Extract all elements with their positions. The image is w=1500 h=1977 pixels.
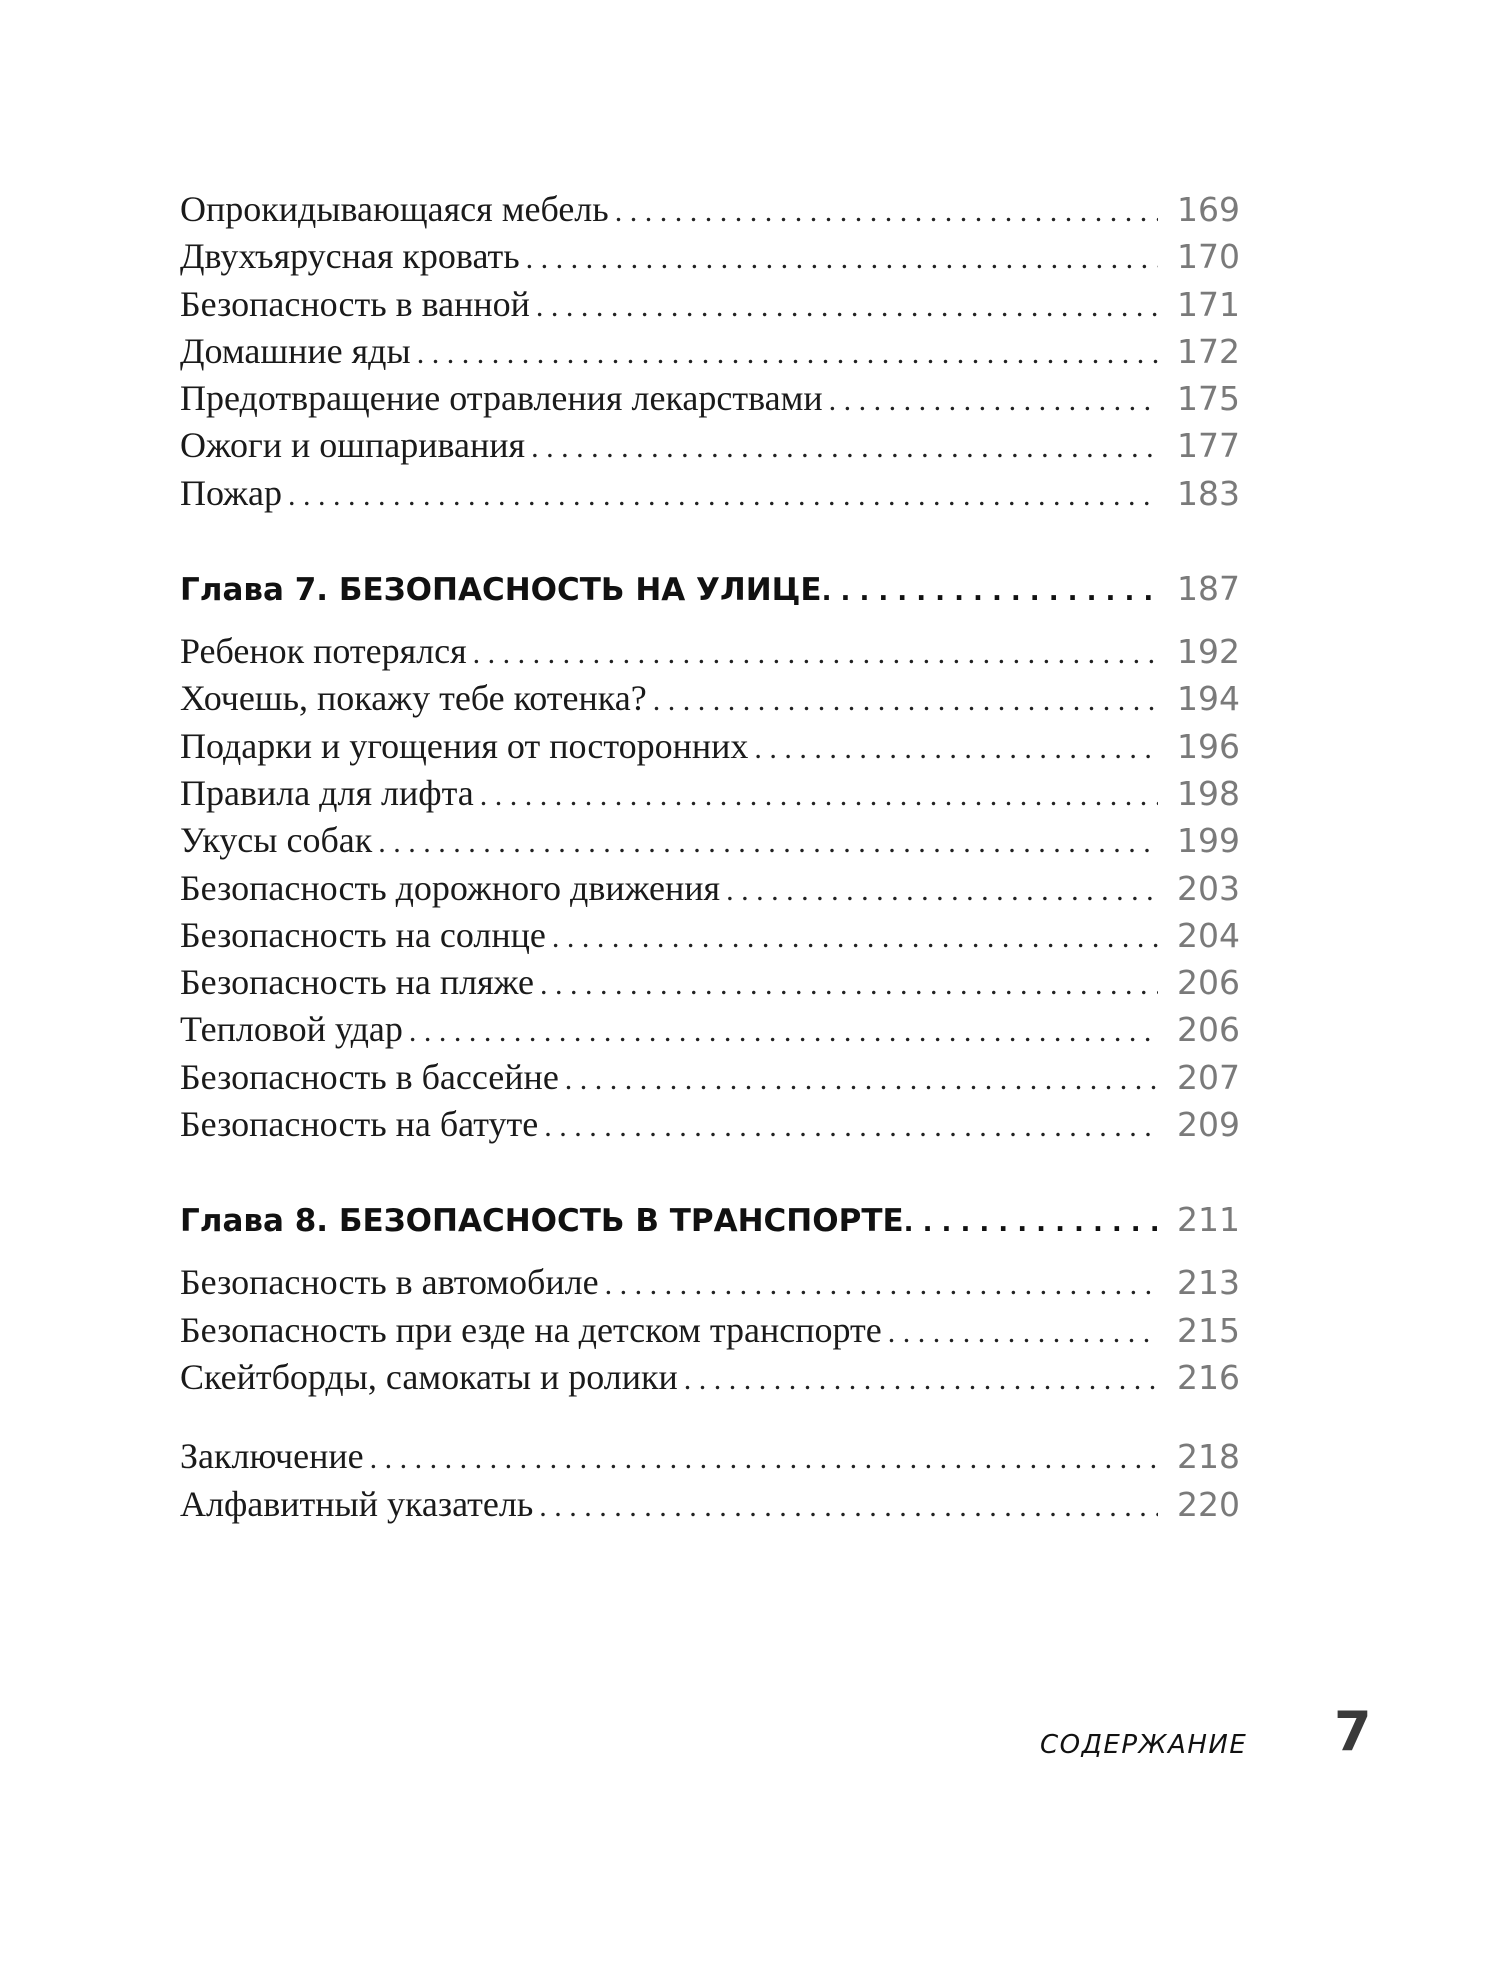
toc-entry-title: Безопасность на пляже [180, 962, 535, 1003]
toc-entry-page: 175 [1177, 379, 1240, 419]
toc-chapter-7[interactable] [180, 564, 1240, 614]
toc-entry[interactable] [180, 233, 1240, 280]
dot-leader [540, 961, 1158, 1008]
toc-entry[interactable] [180, 865, 1240, 912]
toc-entry[interactable] [180, 1259, 1240, 1306]
toc-entry-page: 196 [1177, 726, 1240, 766]
toc-entry-page: 209 [1177, 1105, 1240, 1145]
dot-leader [726, 867, 1158, 914]
spacer [180, 1148, 1240, 1195]
table-of-contents [180, 186, 1240, 1528]
dot-leader [409, 1008, 1158, 1055]
toc-entry-page: 203 [1177, 868, 1240, 908]
toc-entry[interactable] [180, 770, 1240, 817]
toc-group-2 [180, 628, 1240, 1148]
dot-leader [888, 1309, 1158, 1356]
toc-entry-page: 216 [1177, 1357, 1240, 1397]
toc-entry-title: Безопасность дорожного движения [180, 867, 721, 908]
dot-leader [822, 567, 1158, 617]
toc-entry[interactable] [180, 1481, 1240, 1528]
toc-entry-title: Безопасность в автомобиле [180, 1262, 599, 1303]
toc-entry[interactable] [180, 470, 1240, 517]
chapter-title: Глава 8. БЕЗОПАСНОСТЬ В ТРАНСПОРТЕ [180, 1203, 904, 1240]
toc-entry-page: 204 [1177, 915, 1240, 955]
dot-leader [531, 424, 1158, 471]
toc-entry-page: 194 [1177, 679, 1240, 719]
toc-chapter-8[interactable] [180, 1195, 1240, 1245]
toc-entry-page: 169 [1177, 190, 1240, 229]
toc-entry-title: Заключение [180, 1436, 364, 1477]
dot-leader [539, 1483, 1158, 1530]
dot-leader [565, 1056, 1158, 1103]
toc-entry-page: 183 [1177, 473, 1240, 513]
toc-entry-title: Укусы собак [180, 820, 373, 861]
chapter-title: Глава 7. БЕЗОПАСНОСТЬ НА УЛИЦЕ [180, 572, 822, 609]
dot-leader [378, 819, 1158, 866]
page-number: 7 [1334, 1700, 1372, 1763]
dot-leader [552, 914, 1158, 961]
chapter-page: 187 [1177, 569, 1240, 609]
toc-entry[interactable] [180, 1354, 1240, 1401]
toc-entry-title: Безопасность в бассейне [180, 1056, 559, 1097]
toc-entry[interactable] [180, 1433, 1240, 1480]
dot-leader [288, 472, 1158, 519]
toc-entry-page: 206 [1177, 963, 1240, 1003]
toc-entry-page: 220 [1177, 1484, 1240, 1524]
toc-group-1 [180, 186, 1240, 517]
dot-leader [480, 772, 1158, 819]
toc-entry[interactable] [180, 1307, 1240, 1354]
toc-entry-page: 170 [1177, 237, 1240, 277]
toc-entry-page: 199 [1177, 821, 1240, 861]
chapter-page: 211 [1177, 1200, 1240, 1240]
toc-entry-page: 207 [1177, 1057, 1240, 1097]
spacer [180, 517, 1240, 564]
toc-entry-title: Ребенок потерялся [180, 631, 467, 672]
toc-entry-title: Домашние яды [180, 330, 411, 371]
toc-entry[interactable] [180, 628, 1240, 675]
toc-entry-title: Подарки и угощения от посторонних [180, 725, 749, 766]
toc-entry[interactable] [180, 328, 1240, 375]
toc-entry[interactable] [180, 1006, 1240, 1053]
toc-entry[interactable] [180, 675, 1240, 722]
toc-entry-page: 192 [1177, 632, 1240, 672]
toc-entry-title: Алфавитный указатель [180, 1483, 534, 1524]
toc-entry-page: 213 [1177, 1263, 1240, 1303]
toc-entry-page: 172 [1177, 331, 1240, 371]
toc-entry-page: 171 [1177, 284, 1240, 324]
dot-leader [370, 1435, 1158, 1482]
toc-entry-title: Скейтборды, самокаты и ролики [180, 1356, 678, 1397]
toc-entry-page: 177 [1177, 426, 1240, 466]
dot-leader [605, 1261, 1158, 1308]
toc-entry-page: 206 [1177, 1010, 1240, 1050]
toc-entry-title: Безопасность на солнце [180, 914, 546, 955]
dot-leader [653, 677, 1158, 724]
dot-leader [536, 283, 1158, 330]
toc-entry[interactable] [180, 422, 1240, 469]
toc-entry-title: Опрокидывающаяся мебель [180, 189, 609, 229]
toc-entry-title: Предотвращение отравления лекарствами [180, 378, 823, 419]
toc-entry[interactable] [180, 1101, 1240, 1148]
toc-entry-page: 215 [1177, 1310, 1240, 1350]
toc-entry[interactable] [180, 375, 1240, 422]
dot-leader [526, 235, 1158, 282]
toc-entry-title: Безопасность при езде на детском транспорте [180, 1309, 882, 1350]
toc-entry-title: Тепловой удар [180, 1009, 403, 1050]
dot-leader [754, 725, 1158, 772]
toc-entry[interactable] [180, 281, 1240, 328]
toc-entry-page: 218 [1177, 1437, 1240, 1477]
toc-entry[interactable] [180, 186, 1240, 233]
toc-entry[interactable] [180, 959, 1240, 1006]
chapter-title-wrap [180, 565, 822, 621]
dot-leader [417, 330, 1158, 377]
toc-entry-title: Хочешь, покажу тебе котенка? [180, 678, 647, 719]
toc-entry-title: Пожар [180, 472, 282, 513]
toc-entry[interactable] [180, 817, 1240, 864]
toc-entry[interactable] [180, 912, 1240, 959]
toc-group-4 [180, 1433, 1240, 1528]
dot-leader [615, 188, 1158, 235]
toc-entry[interactable] [180, 1054, 1240, 1101]
toc-entry-title: Двухъярусная кровать [180, 236, 520, 277]
toc-entry-title: Безопасность на батуте [180, 1104, 539, 1145]
toc-entry-title: Правила для лифта [180, 772, 474, 813]
chapter-title-wrap [180, 1196, 904, 1252]
dot-leader [473, 630, 1158, 677]
running-footer-section: СОДЕРЖАНИЕ [1040, 1730, 1248, 1760]
toc-entry-page: 198 [1177, 773, 1240, 813]
toc-group-3 [180, 1259, 1240, 1401]
dot-leader [544, 1103, 1158, 1150]
dot-leader [684, 1356, 1158, 1403]
toc-entry-title: Безопасность в ванной [180, 283, 530, 324]
toc-entry[interactable] [180, 723, 1240, 770]
spacer [180, 1401, 1240, 1433]
dot-leader [829, 377, 1158, 424]
toc-entry-title: Ожоги и ошпаривания [180, 425, 526, 466]
dot-leader [904, 1198, 1158, 1248]
